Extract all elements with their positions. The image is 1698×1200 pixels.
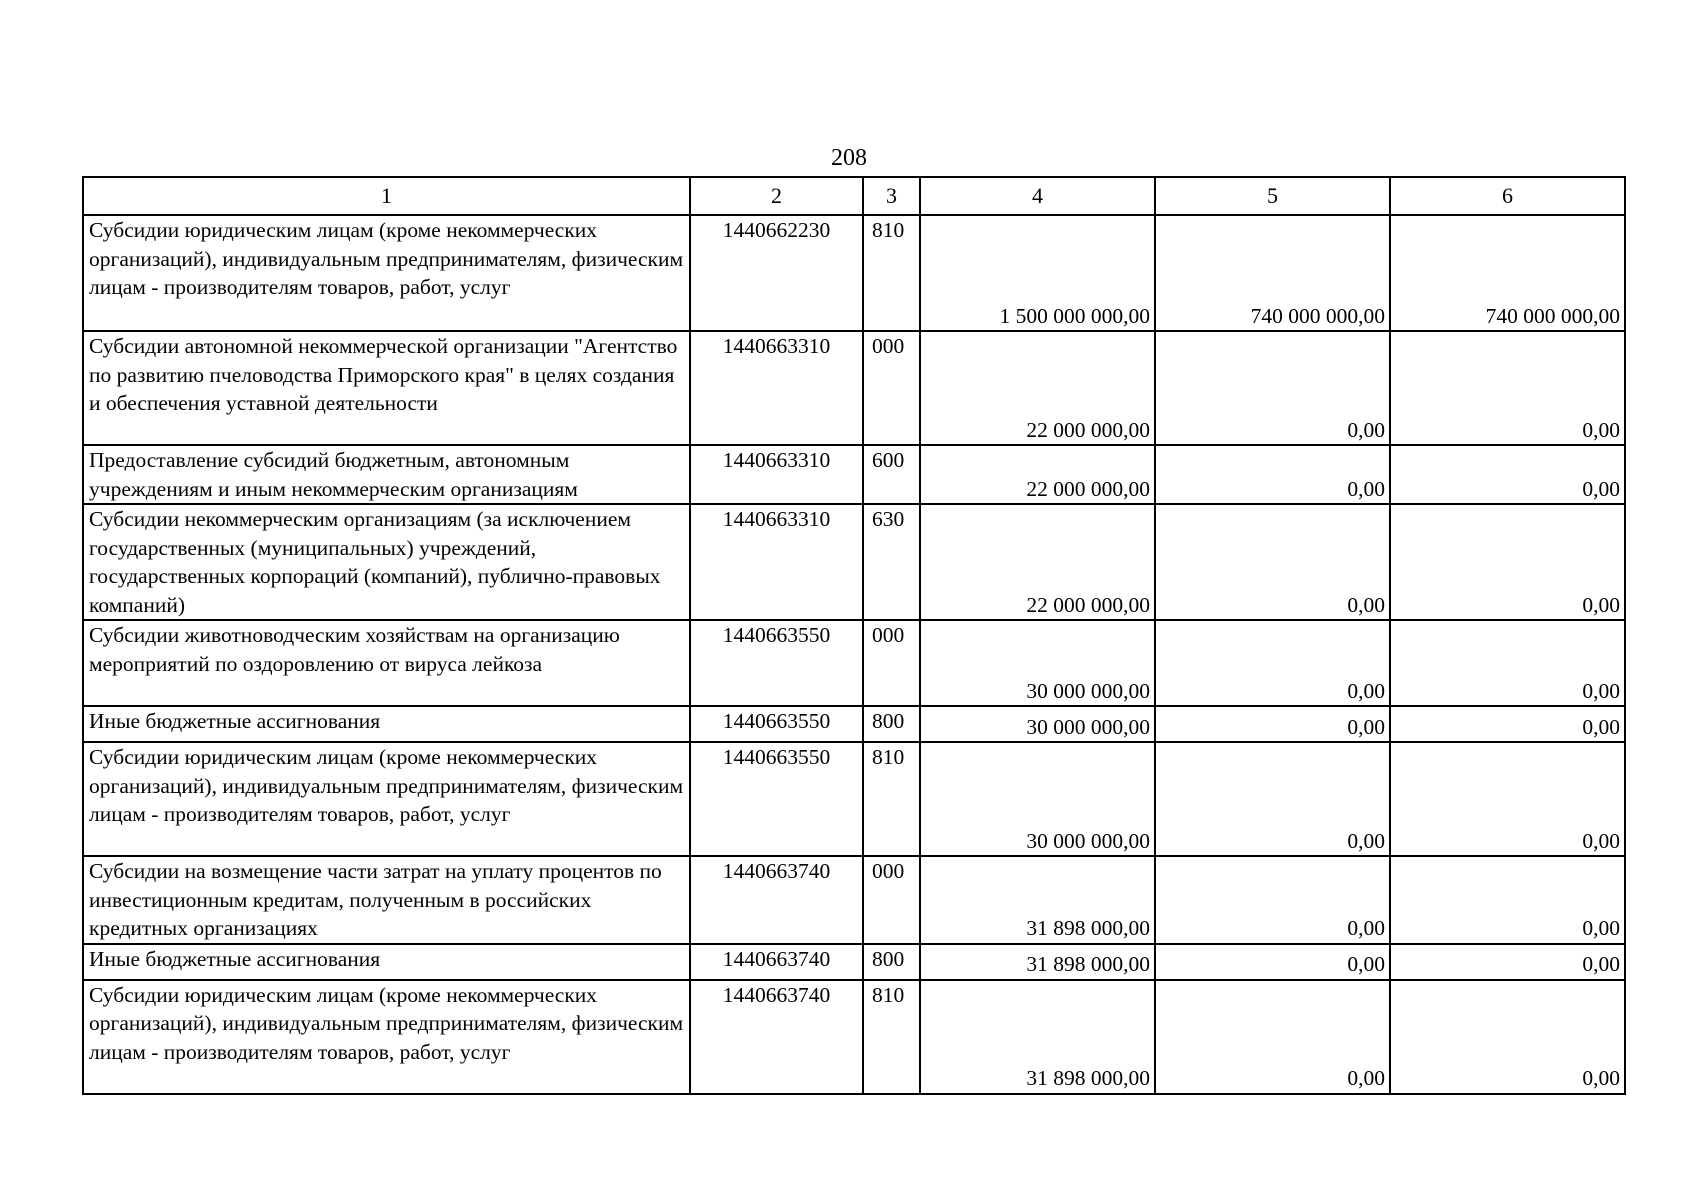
row-amount-col6: 0,00 xyxy=(1390,445,1625,504)
row-name: Иные бюджетные ассигнования xyxy=(83,944,690,980)
row-amount-col4: 30 000 000,00 xyxy=(920,620,1155,706)
table-row xyxy=(83,742,1625,856)
row-amount-col6: 0,00 xyxy=(1390,620,1625,706)
row-amount-col4: 1 500 000 000,00 xyxy=(920,215,1155,331)
row-amount-col4: 31 898 000,00 xyxy=(920,856,1155,944)
row-code: 1440663550 xyxy=(690,742,863,856)
row-amount-col6: 740 000 000,00 xyxy=(1390,215,1625,331)
row-type-code: 630 xyxy=(863,504,920,620)
row-amount-col6: 0,00 xyxy=(1390,742,1625,856)
header-col-6: 6 xyxy=(1390,177,1625,215)
row-amount-col4: 31 898 000,00 xyxy=(920,980,1155,1094)
row-amount-col5: 0,00 xyxy=(1155,445,1390,504)
row-name: Субсидии некоммерческим организациям (за исключением государственных (муниципальных) учреждений, государственных корпораций (компаний), публично-правовых компаний) xyxy=(83,504,690,620)
table-row xyxy=(83,944,1625,980)
row-type-code: 800 xyxy=(863,706,920,742)
row-amount-col4: 30 000 000,00 xyxy=(920,706,1155,742)
table-row xyxy=(83,331,1625,445)
row-code: 1440663740 xyxy=(690,944,863,980)
row-name: Субсидии автономной некоммерческой организации "Агентство по развитию пчеловодства Приморского края" в целях создания и обеспечения уставной деятельности xyxy=(83,331,690,445)
header-col-4: 4 xyxy=(920,177,1155,215)
table-row xyxy=(83,856,1625,944)
row-code: 1440663740 xyxy=(690,980,863,1094)
header-col-1: 1 xyxy=(83,177,690,215)
row-type-code: 000 xyxy=(863,331,920,445)
row-amount-col5: 0,00 xyxy=(1155,706,1390,742)
row-amount-col4: 30 000 000,00 xyxy=(920,742,1155,856)
row-amount-col6: 0,00 xyxy=(1390,944,1625,980)
row-amount-col4: 22 000 000,00 xyxy=(920,445,1155,504)
table-body xyxy=(83,215,1625,1094)
row-type-code: 000 xyxy=(863,856,920,944)
row-name: Иные бюджетные ассигнования xyxy=(83,706,690,742)
header-col-2: 2 xyxy=(690,177,863,215)
table-row xyxy=(83,504,1625,620)
row-name: Субсидии юридическим лицам (кроме некоммерческих организаций), индивидуальным предпринимателям, физическим лицам - производителям товаров, работ, услуг xyxy=(83,215,690,331)
row-amount-col4: 31 898 000,00 xyxy=(920,944,1155,980)
table-row xyxy=(83,215,1625,331)
row-code: 1440663310 xyxy=(690,445,863,504)
row-code: 1440663550 xyxy=(690,620,863,706)
table-row xyxy=(83,980,1625,1094)
budget-table xyxy=(82,176,1626,1095)
row-type-code: 800 xyxy=(863,944,920,980)
row-amount-col4: 22 000 000,00 xyxy=(920,331,1155,445)
row-amount-col6: 0,00 xyxy=(1390,504,1625,620)
row-amount-col5: 0,00 xyxy=(1155,742,1390,856)
row-amount-col5: 0,00 xyxy=(1155,620,1390,706)
row-code: 1440662230 xyxy=(690,215,863,331)
table-row xyxy=(83,620,1625,706)
row-code: 1440663550 xyxy=(690,706,863,742)
header-col-5: 5 xyxy=(1155,177,1390,215)
row-amount-col5: 0,00 xyxy=(1155,331,1390,445)
row-code: 1440663310 xyxy=(690,331,863,445)
row-code: 1440663310 xyxy=(690,504,863,620)
row-amount-col4: 22 000 000,00 xyxy=(920,504,1155,620)
row-amount-col5: 0,00 xyxy=(1155,856,1390,944)
row-name: Субсидии юридическим лицам (кроме некоммерческих организаций), индивидуальным предпринимателям, физическим лицам - производителям товаров, работ, услуг xyxy=(83,980,690,1094)
row-amount-col6: 0,00 xyxy=(1390,331,1625,445)
row-amount-col5: 0,00 xyxy=(1155,944,1390,980)
row-name: Субсидии животноводческим хозяйствам на организацию мероприятий по оздоровлению от вируса лейкоза xyxy=(83,620,690,706)
table-row xyxy=(83,445,1625,504)
row-type-code: 600 xyxy=(863,445,920,504)
row-type-code: 810 xyxy=(863,980,920,1094)
row-name: Предоставление субсидий бюджетным, автономным учреждениям и иным некоммерческим организациям xyxy=(83,445,690,504)
row-amount-col6: 0,00 xyxy=(1390,706,1625,742)
page-number: 208 xyxy=(831,145,867,171)
row-amount-col5: 0,00 xyxy=(1155,980,1390,1094)
row-type-code: 810 xyxy=(863,215,920,331)
row-amount-col5: 740 000 000,00 xyxy=(1155,215,1390,331)
row-type-code: 810 xyxy=(863,742,920,856)
table-row xyxy=(83,706,1625,742)
row-code: 1440663740 xyxy=(690,856,863,944)
row-type-code: 000 xyxy=(863,620,920,706)
row-name: Субсидии юридическим лицам (кроме некоммерческих организаций), индивидуальным предпринимателям, физическим лицам - производителям товаров, работ, услуг xyxy=(83,742,690,856)
row-amount-col5: 0,00 xyxy=(1155,504,1390,620)
header-col-3: 3 xyxy=(863,177,920,215)
table-header xyxy=(83,177,1625,215)
row-name: Субсидии на возмещение части затрат на уплату процентов по инвестиционным кредитам, полученным в российских кредитных организациях xyxy=(83,856,690,944)
row-amount-col6: 0,00 xyxy=(1390,980,1625,1094)
row-amount-col6: 0,00 xyxy=(1390,856,1625,944)
